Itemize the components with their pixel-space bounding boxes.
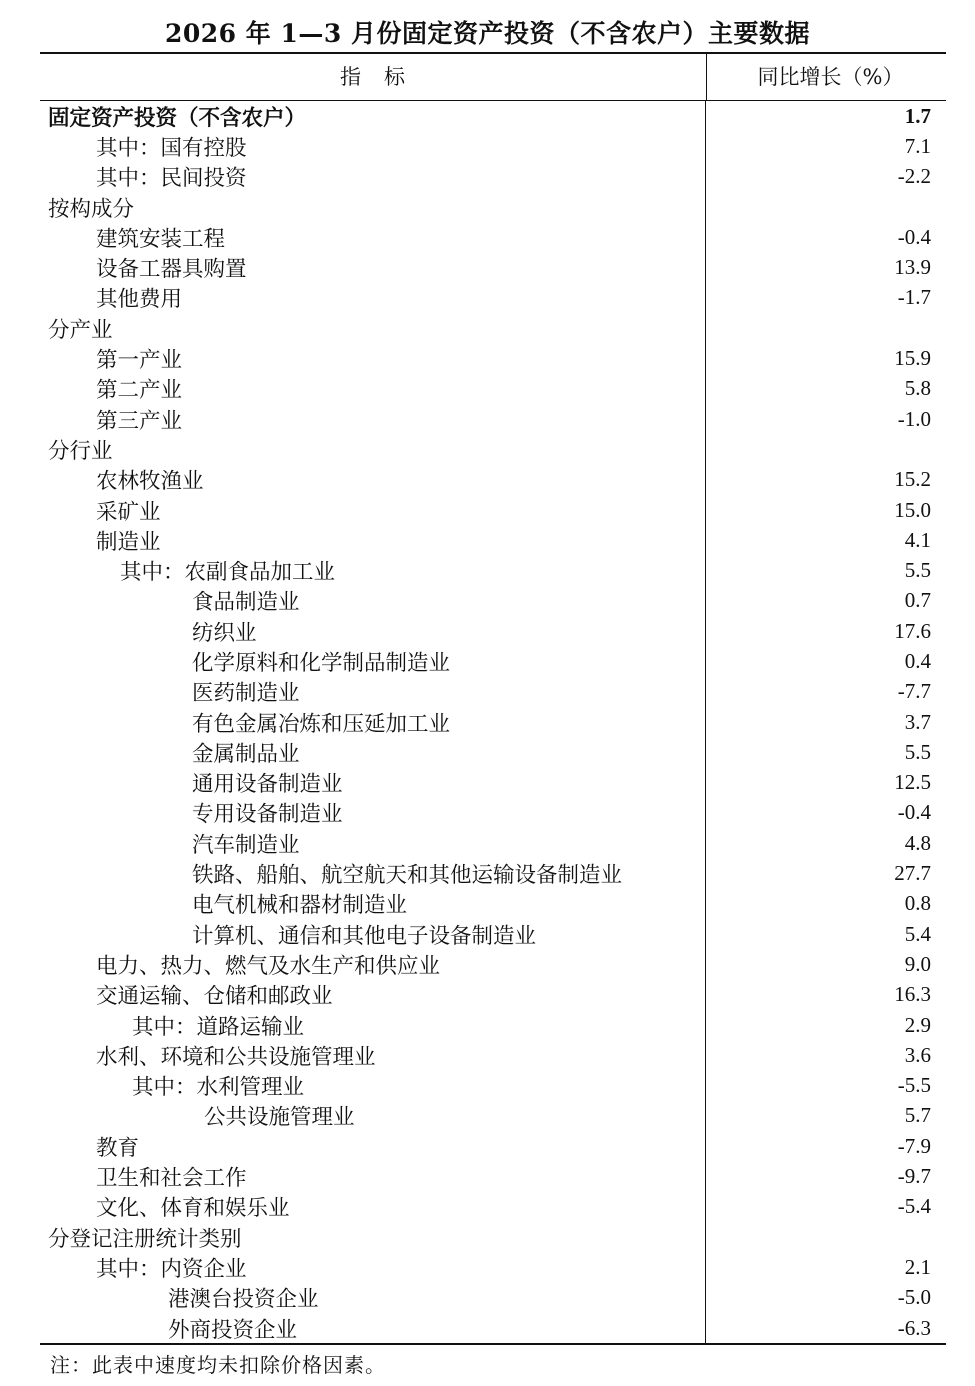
table-row [40, 1192, 946, 1222]
row-value: 15.2 [894, 467, 931, 492]
row-value: 5.5 [904, 739, 931, 764]
table-row [40, 1252, 946, 1282]
row-label: 其中：水利管理业 [40, 1071, 706, 1101]
table-row [40, 404, 946, 434]
row-label: 固定资产投资（不含农户） [40, 101, 706, 131]
row-label: 按构成分 [40, 192, 706, 222]
row-value: 5.4 [904, 921, 931, 946]
row-label: 文化、体育和娱乐业 [40, 1192, 706, 1222]
row-value: 9.0 [904, 951, 931, 976]
table-row [40, 313, 946, 343]
table-row [40, 1313, 946, 1343]
row-label: 化学原料和化学制品制造业 [40, 646, 706, 676]
row-label: 外商投资企业 [40, 1313, 706, 1343]
row-value: 1.7 [904, 103, 931, 128]
table-row [40, 889, 946, 919]
table-row [40, 858, 946, 888]
row-label: 第三产业 [40, 404, 706, 434]
table-row [40, 252, 946, 282]
table-row [40, 707, 946, 737]
row-label: 农林牧渔业 [40, 465, 706, 495]
footnote: 注：此表中速度均未扣除价格因素。 [50, 1353, 386, 1377]
row-value: -0.4 [897, 800, 931, 825]
table-row [40, 949, 946, 979]
row-label: 有色金属冶炼和压延加工业 [40, 707, 706, 737]
row-label: 通用设备制造业 [40, 768, 706, 798]
row-label: 设备工器具购置 [40, 252, 706, 282]
table-row [40, 616, 946, 646]
row-label: 建筑安装工程 [40, 222, 706, 252]
row-value: 16.3 [894, 982, 931, 1007]
row-value: -5.0 [897, 1285, 931, 1310]
table-row [40, 131, 946, 161]
row-value: 2.1 [904, 1254, 931, 1279]
table-row [40, 1161, 946, 1191]
row-label: 其中：内资企业 [40, 1252, 706, 1282]
data-table [40, 52, 946, 1345]
table-row [40, 465, 946, 495]
row-value: 3.6 [904, 1042, 931, 1067]
table-row [40, 525, 946, 555]
table-row [40, 1010, 946, 1040]
table-row [40, 1283, 946, 1313]
row-value: -1.7 [897, 285, 931, 310]
row-value: 12.5 [894, 770, 931, 795]
table-row [40, 222, 946, 252]
table-body [40, 101, 946, 1343]
row-label: 其中：民间投资 [40, 162, 706, 192]
row-value: -6.3 [897, 1315, 931, 1340]
row-value: 4.8 [904, 830, 931, 855]
row-value: 5.8 [904, 376, 931, 401]
row-value: 27.7 [894, 861, 931, 886]
row-label: 卫生和社会工作 [40, 1161, 706, 1191]
row-value: 3.7 [904, 709, 931, 734]
table-row [40, 374, 946, 404]
row-label: 交通运输、仓储和邮政业 [40, 980, 706, 1010]
table-row [40, 162, 946, 192]
table-row [40, 677, 946, 707]
row-value: -0.4 [897, 224, 931, 249]
table-row [40, 980, 946, 1010]
row-label: 公共设施管理业 [40, 1101, 706, 1131]
table-row [40, 343, 946, 373]
row-value: 2.9 [904, 1012, 931, 1037]
row-label: 其中：农副食品加工业 [40, 555, 706, 585]
row-value: 15.0 [894, 497, 931, 522]
row-label: 制造业 [40, 525, 706, 555]
row-value: 0.8 [904, 891, 931, 916]
page-title: 2026 年 1—3 月份固定资产投资（不含农户）主要数据 [165, 19, 810, 48]
row-value: -5.5 [897, 1073, 931, 1098]
table-row [40, 646, 946, 676]
row-value: 17.6 [894, 618, 931, 643]
row-label: 第一产业 [40, 343, 706, 373]
header-indicator: 指 标 [40, 54, 707, 100]
row-label: 纺织业 [40, 616, 706, 646]
row-label: 电气机械和器材制造业 [40, 889, 706, 919]
row-label: 第二产业 [40, 374, 706, 404]
table-row [40, 737, 946, 767]
row-value: -1.0 [897, 406, 931, 431]
table-row [40, 434, 946, 464]
row-label: 水利、环境和公共设施管理业 [40, 1040, 706, 1070]
row-label: 其中：道路运输业 [40, 1010, 706, 1040]
table-row [40, 828, 946, 858]
row-value: 4.1 [904, 527, 931, 552]
row-value: -7.9 [897, 1133, 931, 1158]
row-label: 其中：国有控股 [40, 131, 706, 161]
table-row [40, 1040, 946, 1070]
row-label: 铁路、船舶、航空航天和其他运输设备制造业 [40, 858, 706, 888]
row-label: 教育 [40, 1131, 706, 1161]
row-value: -9.7 [897, 1164, 931, 1189]
row-value: 5.7 [904, 1103, 931, 1128]
row-label: 金属制品业 [40, 737, 706, 767]
table-row [40, 919, 946, 949]
table-row [40, 555, 946, 585]
table-row [40, 101, 946, 131]
table-row [40, 798, 946, 828]
row-label: 医药制造业 [40, 677, 706, 707]
row-value: 5.5 [904, 558, 931, 583]
row-label: 分行业 [40, 434, 706, 464]
table-row [40, 1101, 946, 1131]
row-value: -5.4 [897, 1194, 931, 1219]
table-row [40, 1222, 946, 1252]
table-row [40, 192, 946, 222]
row-label: 汽车制造业 [40, 828, 706, 858]
row-value: 0.4 [904, 648, 931, 673]
row-label: 食品制造业 [40, 586, 706, 616]
row-label: 专用设备制造业 [40, 798, 706, 828]
header-growth: 同比增长（%） [757, 65, 904, 89]
table-row [40, 1131, 946, 1161]
row-value: 13.9 [894, 255, 931, 280]
row-label: 计算机、通信和其他电子设备制造业 [40, 919, 706, 949]
table-row [40, 768, 946, 798]
row-value: 15.9 [894, 346, 931, 371]
table-row [40, 586, 946, 616]
table-row [40, 1071, 946, 1101]
row-value: -7.7 [897, 679, 931, 704]
row-label: 分产业 [40, 313, 706, 343]
table-row [40, 495, 946, 525]
row-label: 采矿业 [40, 495, 706, 525]
row-value: -2.2 [897, 164, 931, 189]
row-value: 0.7 [904, 588, 931, 613]
row-label: 港澳台投资企业 [40, 1283, 706, 1313]
row-value: 7.1 [904, 133, 931, 158]
row-label: 电力、热力、燃气及水生产和供应业 [40, 949, 706, 979]
table-row [40, 283, 946, 313]
row-label: 分登记注册统计类别 [40, 1222, 706, 1252]
row-label: 其他费用 [40, 283, 706, 313]
table-header [40, 54, 946, 101]
